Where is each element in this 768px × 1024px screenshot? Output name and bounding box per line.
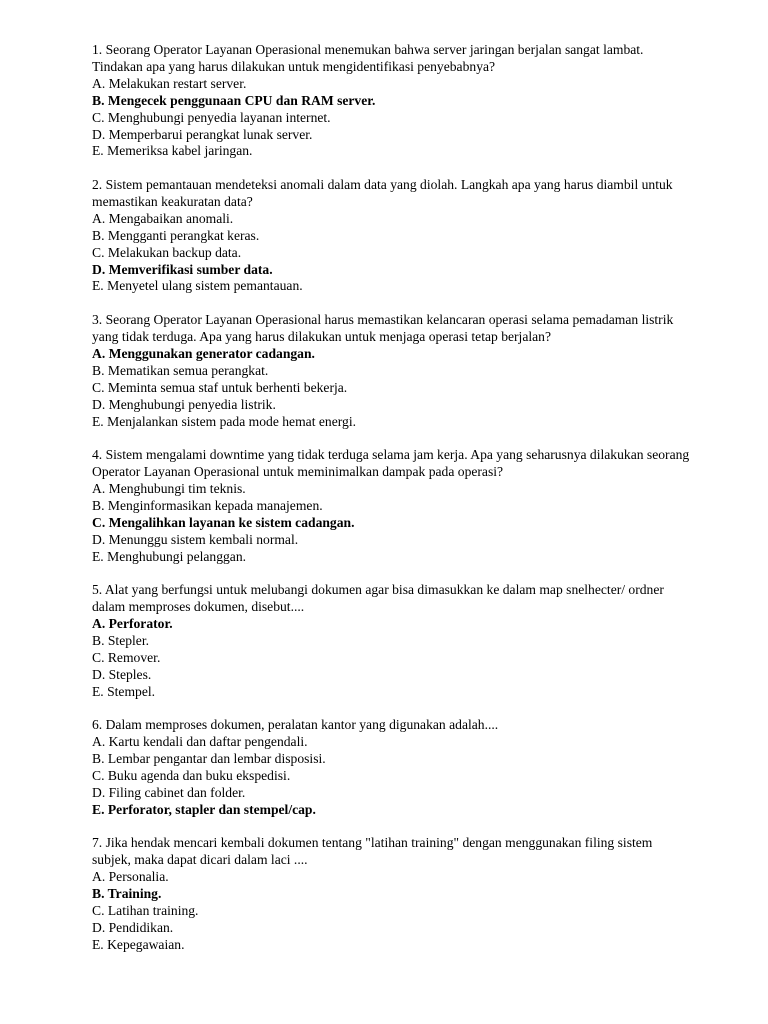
- option-b: B. Menginformasikan kepada manajemen.: [92, 497, 323, 513]
- option-b-answer: B. Training.: [92, 886, 162, 901]
- question-text: 6. Dalam memproses dokumen, peralatan kantor yang digunakan adalah....: [92, 717, 499, 733]
- question-text: 7. Jika hendak mencari kembali dokumen tentang "latihan training" dengan menggunakan filing sistem subjek, maka dapat dicari dalam laci ....: [92, 835, 653, 868]
- question-1: [92, 42, 692, 160]
- option-d-answer: D. Memverifikasi sumber data.: [92, 261, 273, 277]
- option-b: B. Mengganti perangkat keras.: [92, 227, 260, 243]
- option-e: E. Menyetel ulang sistem pemantauan.: [92, 278, 303, 294]
- option-b: B. Stepler.: [92, 632, 150, 648]
- option-a: A. Mengabaikan anomali.: [92, 210, 234, 226]
- question-text: 4. Sistem mengalami downtime yang tidak terduga selama jam kerja. Apa yang seharusnya dilakukan seorang Operator Layanan Operasional untuk meminimalkan dampak pada operasi?: [92, 447, 690, 479]
- option-a: A. Menghubungi tim teknis.: [92, 480, 246, 496]
- question-text: 5. Alat yang berfungsi untuk melubangi dokumen agar bisa dimasukkan ke dalam map snelhecter/ ordner dalam memproses dokumen, disebut....: [92, 582, 664, 615]
- option-a-answer: A. Perforator.: [92, 615, 173, 631]
- option-d: D. Menunggu sistem kembali normal.: [92, 531, 299, 547]
- option-a: A. Melakukan restart server.: [92, 75, 247, 91]
- option-d: D. Pendidikan.: [92, 919, 174, 935]
- option-d: D. Memperbarui perangkat lunak server.: [92, 126, 313, 142]
- option-e: E. Memeriksa kabel jaringan.: [92, 143, 253, 159]
- question-7: [92, 835, 692, 953]
- option-a: A. Kartu kendali dan daftar pengendali.: [92, 734, 308, 750]
- option-c: C. Buku agenda dan buku ekspedisi.: [92, 767, 291, 783]
- option-e: E. Menghubungi pelanggan.: [92, 548, 247, 564]
- question-4: [92, 447, 692, 565]
- question-6: [92, 717, 692, 818]
- option-a: A. Personalia.: [92, 869, 169, 885]
- option-c: C. Remover.: [92, 649, 161, 665]
- option-e: E. Menjalankan sistem pada mode hemat energi.: [92, 413, 356, 429]
- question-text: 1. Seorang Operator Layanan Operasional menemukan bahwa server jaringan berjalan sangat lambat. Tindakan apa yang harus dilakukan untuk mengidentifikasi penyebabnya?: [92, 42, 644, 74]
- question-text: 2. Sistem pemantauan mendeteksi anomali dalam data yang diolah. Langkah apa yang harus diambil untuk memastikan keakuratan data?: [92, 177, 673, 209]
- document-page: [92, 42, 692, 970]
- option-b: B. Lembar pengantar dan lembar disposisi.: [92, 750, 326, 766]
- option-d: D. Steples.: [92, 666, 152, 682]
- option-c-answer: C. Mengalihkan layanan ke sistem cadangan.: [92, 514, 355, 530]
- option-c: C. Meminta semua staf untuk berhenti bekerja.: [92, 379, 348, 395]
- question-3: [92, 312, 692, 430]
- question-text: 3. Seorang Operator Layanan Operasional harus memastikan kelancaran operasi selama pemadaman listrik yang tidak terduga. Apa yang harus dilakukan untuk menjaga operasi tetap berjalan?: [92, 312, 674, 344]
- option-c: C. Melakukan backup data.: [92, 244, 242, 260]
- question-2: [92, 177, 692, 295]
- option-c: C. Latihan training.: [92, 902, 199, 918]
- option-e: E. Stempel.: [92, 683, 156, 699]
- option-a-answer: A. Menggunakan generator cadangan.: [92, 345, 315, 361]
- option-e-answer: E. Perforator, stapler dan stempel/cap.: [92, 801, 316, 817]
- option-d: D. Filing cabinet dan folder.: [92, 784, 246, 800]
- option-d: D. Menghubungi penyedia listrik.: [92, 396, 276, 412]
- option-c: C. Menghubungi penyedia layanan internet.: [92, 109, 331, 125]
- option-b-answer: B. Mengecek penggunaan CPU dan RAM server.: [92, 92, 376, 108]
- option-e: E. Kepegawaian.: [92, 936, 185, 952]
- question-5: [92, 582, 692, 700]
- option-b: B. Mematikan semua perangkat.: [92, 362, 269, 378]
